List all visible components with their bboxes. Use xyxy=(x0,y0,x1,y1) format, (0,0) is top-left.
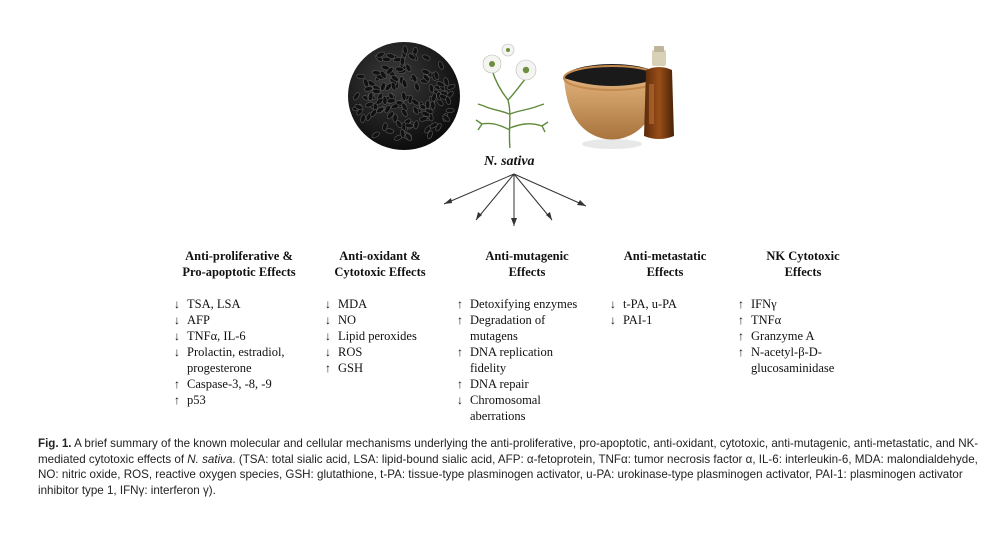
effect-item xyxy=(457,296,597,312)
flower-2 xyxy=(516,60,536,80)
effect-text-line: TNFα xyxy=(751,313,782,327)
effect-text-line: DNA replication xyxy=(470,345,553,359)
column-title-line: Anti-oxidant & xyxy=(339,249,421,263)
effect-text xyxy=(751,344,834,376)
effect-text xyxy=(338,328,417,344)
effect-text xyxy=(470,392,541,424)
effect-item xyxy=(610,312,720,328)
nk-cytotoxic-column xyxy=(738,248,868,376)
effect-text-line: Granzyme A xyxy=(751,329,815,343)
effect-text xyxy=(751,296,777,312)
effect-text-line: PAI-1 xyxy=(623,313,653,327)
effect-text xyxy=(338,296,367,312)
arrowhead-5 xyxy=(577,200,586,206)
effect-text-line: p53 xyxy=(187,393,206,407)
effect-item xyxy=(738,344,868,376)
effect-text xyxy=(623,296,677,312)
effect-text-line: TSA, LSA xyxy=(187,297,241,311)
seed-grain xyxy=(393,114,398,123)
arrow-up-icon: ↑ xyxy=(174,393,180,407)
effect-item xyxy=(325,360,435,376)
column-title xyxy=(174,248,304,280)
seed-grain xyxy=(356,74,365,79)
effect-text xyxy=(187,344,285,376)
effect-item xyxy=(174,328,304,344)
column-title-line: Anti-proliferative & xyxy=(185,249,293,263)
effect-item xyxy=(174,376,304,392)
arrow-up-icon: ↑ xyxy=(457,313,463,327)
effect-text-continuation: mutagens xyxy=(470,329,518,343)
arrow-up-icon: ↑ xyxy=(325,361,331,375)
column-title-line: Effects xyxy=(784,265,822,279)
effect-text-line: ROS xyxy=(338,345,363,359)
effect-text-line: GSH xyxy=(338,361,364,375)
effect-text-line: Degradation of xyxy=(470,313,546,327)
arrowhead-1 xyxy=(444,198,452,204)
arrow-up-icon: ↑ xyxy=(457,297,463,311)
column-title xyxy=(610,248,720,280)
anti-metastatic-column xyxy=(610,248,720,328)
column-title xyxy=(325,248,435,280)
effect-text-line: DNA repair xyxy=(470,377,529,391)
arrow-up-icon: ↑ xyxy=(738,297,744,311)
effect-text xyxy=(470,312,545,344)
arrow-line-5 xyxy=(514,174,586,206)
effect-item xyxy=(325,328,435,344)
column-title xyxy=(738,248,868,280)
effect-text-line: AFP xyxy=(187,313,210,327)
effect-text xyxy=(338,360,363,376)
arrow-up-icon: ↑ xyxy=(457,377,463,391)
effect-text-line: TNFα, IL-6 xyxy=(187,329,246,343)
effect-item xyxy=(174,392,304,408)
effect-text xyxy=(338,312,356,328)
caption-italic: N. sativa xyxy=(187,452,233,466)
figure-caption xyxy=(38,436,983,498)
arrow-down-icon: ↓ xyxy=(174,345,180,359)
column-title-line: Cytotoxic Effects xyxy=(334,265,426,279)
column-title-line: NK Cytotoxic xyxy=(766,249,840,263)
seed-grain xyxy=(446,108,455,113)
arrow-up-icon: ↑ xyxy=(174,377,180,391)
arrow-up-icon: ↑ xyxy=(738,345,744,359)
effect-text xyxy=(751,328,815,344)
arrow-down-icon: ↓ xyxy=(325,297,331,311)
column-title-line: Anti-mutagenic xyxy=(485,249,569,263)
effect-text xyxy=(187,296,240,312)
effect-item xyxy=(457,344,597,376)
effect-text xyxy=(187,312,210,328)
effect-text-line: Prolactin, estradiol, xyxy=(187,345,285,359)
arrow-down-icon: ↓ xyxy=(610,313,616,327)
effect-item xyxy=(738,312,868,328)
column-title xyxy=(457,248,597,280)
arrow-up-icon: ↑ xyxy=(457,345,463,359)
arrowhead-3 xyxy=(511,218,517,226)
arrow-down-icon: ↓ xyxy=(325,345,331,359)
effect-arrows xyxy=(436,170,596,232)
effect-text xyxy=(470,296,577,312)
effect-text-continuation: glucosaminidase xyxy=(751,361,835,375)
arrow-down-icon: ↓ xyxy=(325,313,331,327)
column-title-line: Anti-metastatic xyxy=(623,249,707,263)
flower-3 xyxy=(502,44,514,56)
arrow-down-icon: ↓ xyxy=(174,313,180,327)
arrow-line-2 xyxy=(476,174,514,220)
effect-text-continuation: fidelity xyxy=(470,361,507,375)
effect-text xyxy=(623,312,652,328)
figure-label: Fig. 1. xyxy=(38,437,72,450)
effect-text xyxy=(187,392,206,408)
effect-text-line: Lipid peroxides xyxy=(338,329,417,343)
effect-text-continuation: progesterone xyxy=(187,361,252,375)
arrow-down-icon: ↓ xyxy=(325,329,331,343)
seed-bowl-and-oil-bottle-image xyxy=(560,44,686,154)
seed-grain xyxy=(425,100,430,108)
effect-item xyxy=(457,376,597,392)
effect-item xyxy=(174,296,304,312)
effect-item xyxy=(174,312,304,328)
arrow-down-icon: ↓ xyxy=(610,297,616,311)
seed-grain xyxy=(387,98,396,103)
arrow-up-icon: ↑ xyxy=(738,329,744,343)
plant-label: N. sativa xyxy=(484,154,535,169)
arrow-down-icon: ↓ xyxy=(174,329,180,343)
effect-item xyxy=(610,296,720,312)
effect-text xyxy=(187,376,272,392)
effect-text xyxy=(187,328,246,344)
effect-text-continuation: aberrations xyxy=(470,409,526,423)
effect-item xyxy=(174,344,304,376)
anti-proliferative-column xyxy=(174,248,304,408)
seed-grain xyxy=(372,89,381,94)
arrow-line-4 xyxy=(514,174,552,220)
effect-item xyxy=(457,312,597,344)
effect-text-line: Chromosomal xyxy=(470,393,541,407)
seed-grain xyxy=(395,67,404,72)
arrow-line-1 xyxy=(444,174,514,204)
effect-text-line: t-PA, u-PA xyxy=(623,297,677,311)
arrow-up-icon: ↑ xyxy=(738,313,744,327)
effect-text-line: Caspase-3, -8, -9 xyxy=(187,377,272,391)
effect-item xyxy=(457,392,597,424)
effect-text-line: Detoxifying enzymes xyxy=(470,297,578,311)
black-seeds-image xyxy=(346,40,462,152)
effect-text xyxy=(470,344,553,376)
effect-item xyxy=(325,312,435,328)
effect-item xyxy=(325,296,435,312)
effect-text-line: N-acetyl-β-D- xyxy=(751,345,822,359)
seed-grain xyxy=(400,57,405,66)
flower-1 xyxy=(483,55,501,73)
effect-text xyxy=(751,312,781,328)
effect-text-line: NO xyxy=(338,313,357,327)
column-title-line: Effects xyxy=(646,265,684,279)
effect-text xyxy=(338,344,362,360)
effect-item xyxy=(738,328,868,344)
anti-mutagenic-column xyxy=(457,248,597,424)
column-title-line: Effects xyxy=(508,265,546,279)
arrow-down-icon: ↓ xyxy=(174,297,180,311)
caption-text-2: . (TSA: total sialic acid, LSA: lipid-bound sialic acid, AFP: α-fetoprotein, TNFα: tumor necrosis factor α, IL-6: interleukin-6, MDA: malondialdehyde, NO: nitric oxide, ROS, reactive oxygen species, GSH: glutathione, t-PA: tissue-type plasminogen activator, u-PA: urokinase-type plasminogen activator, PAI-1: plasminogen activator inhibitor type 1, IFNγ: interferon γ). xyxy=(38,452,978,497)
anti-oxidant-column xyxy=(325,248,435,376)
effect-item xyxy=(738,296,868,312)
effect-text-line: MDA xyxy=(338,297,368,311)
arrow-down-icon: ↓ xyxy=(457,393,463,407)
effect-text xyxy=(470,376,529,392)
column-title-line: Pro-apoptotic Effects xyxy=(182,265,296,279)
nigella-flower-image xyxy=(470,40,554,150)
caption-text-1: A brief summary of the known molecular and cellular mechanisms underlying the anti-proliferative, pro-apoptotic, anti-oxidant, cytotoxic, anti-mutagenic, anti-metastatic, and NK-mediated cytotoxic effects of xyxy=(38,437,979,466)
effect-item xyxy=(325,344,435,360)
effect-text-line: IFNγ xyxy=(751,297,777,311)
